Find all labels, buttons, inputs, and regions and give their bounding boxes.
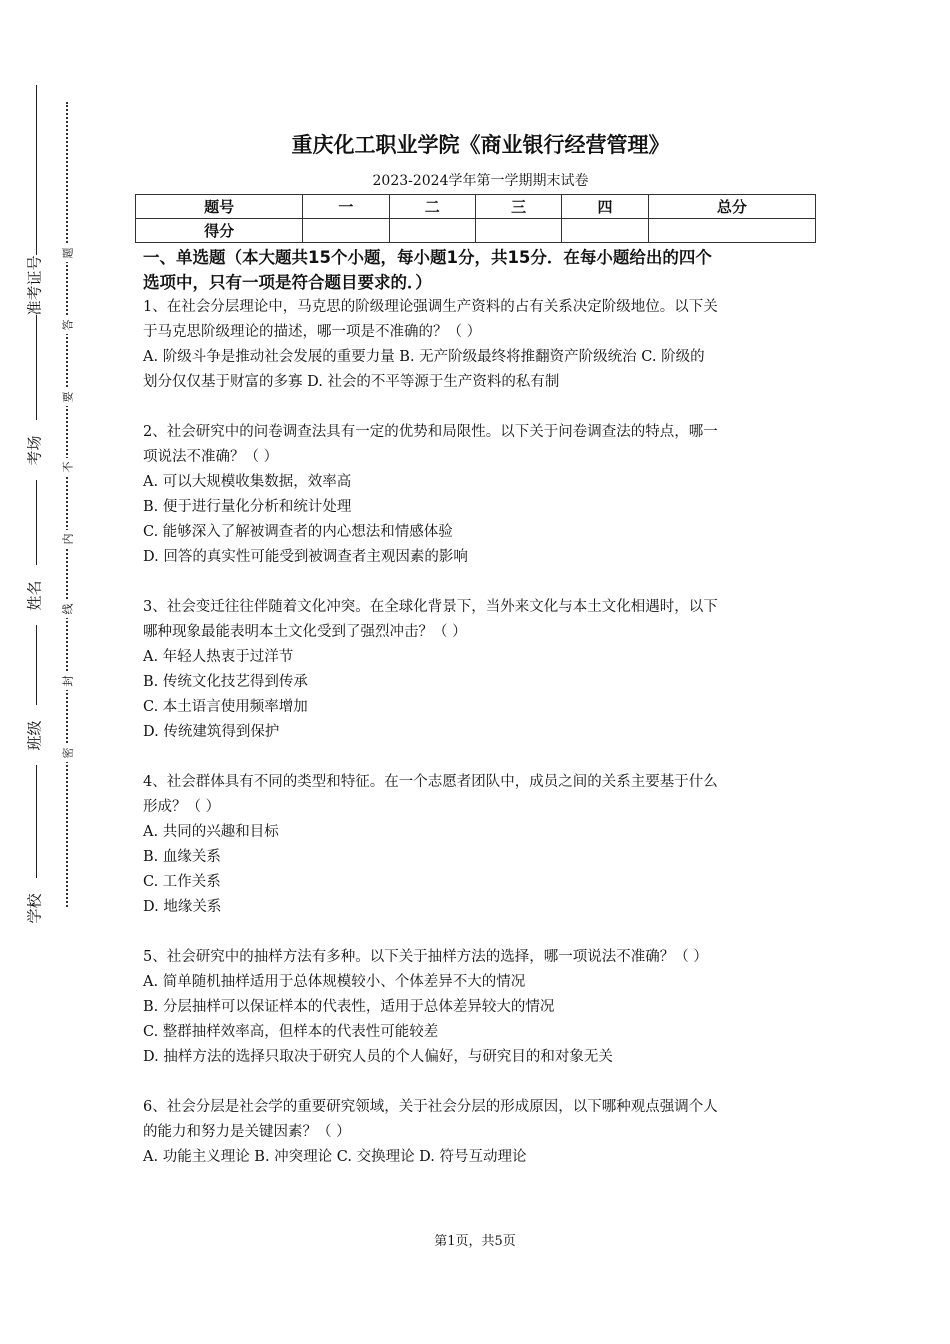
seal-char: 不 xyxy=(58,458,76,476)
question-stem-line: 形成？（ ） xyxy=(143,799,221,815)
question-stem-line: 3、社会变迁往往伴随着文化冲突。在全球化背景下，当外来文化与本土文化相遇时，以下 xyxy=(143,599,718,615)
score-cell-blank xyxy=(303,219,389,243)
seal-char: 题 xyxy=(58,244,76,262)
binding-margin xyxy=(0,0,110,1344)
question-stem-line: 于马克思阶级理论的描述，哪一项是不准确的？（ ） xyxy=(143,324,482,340)
score-cell-blank xyxy=(562,219,648,243)
option-c: C. 整群抽样效率高，但样本的代表性可能较差 xyxy=(143,1024,439,1040)
question-4 xyxy=(143,770,818,920)
score-cell-blank xyxy=(475,219,561,243)
label-name: 姓名 xyxy=(22,565,46,625)
option-a: A. 可以大规模收集数据，效率高 xyxy=(143,474,352,490)
question-5 xyxy=(143,945,818,1070)
question-stem-line: 的能力和努力是关键因素？（ ） xyxy=(143,1124,351,1140)
question-options-line: 划分仅仅基于财富的多寡 D. 社会的不平等源于生产资料的私有制 xyxy=(143,374,560,390)
section-heading-line: 一、单选题（本大题共15个小题，每小题1分，共15分．在每小题给出的四个 xyxy=(143,248,712,267)
question-options-line: A. 功能主义理论 B. 冲突理论 C. 交换理论 D. 符号互动理论 xyxy=(143,1149,527,1165)
option-b: B. 血缘关系 xyxy=(143,849,221,865)
section-heading xyxy=(143,245,818,295)
question-6 xyxy=(143,1095,818,1170)
option-a: A. 年轻人热衷于过洋节 xyxy=(143,649,294,665)
question-3 xyxy=(143,595,818,745)
score-cell: 得分 xyxy=(136,219,303,243)
score-cell: 一 xyxy=(303,195,389,219)
option-c: C. 能够深入了解被调查者的内心想法和情感体验 xyxy=(143,524,453,540)
question-options-line: A. 阶级斗争是推动社会发展的重要力量 B. 无产阶级最终将推翻资产阶级统治 C. 阶级的 xyxy=(143,349,705,365)
seal-char: 封 xyxy=(58,672,76,690)
option-b: B. 传统文化技艺得到传承 xyxy=(143,674,308,690)
score-cell: 四 xyxy=(562,195,648,219)
label-exam-room: 考场 xyxy=(22,420,46,480)
option-d: D. 地缘关系 xyxy=(143,899,222,915)
score-table-score-row xyxy=(136,219,816,243)
question-stem-line: 5、社会研究中的抽样方法有多种。以下关于抽样方法的选择，哪一项说法不准确？（ ） xyxy=(143,949,708,965)
score-cell: 三 xyxy=(475,195,561,219)
seal-char: 答 xyxy=(58,316,76,334)
option-a: A. 共同的兴趣和目标 xyxy=(143,824,279,840)
exam-title: 重庆化工职业学院《商业银行经营管理》 xyxy=(291,133,670,157)
score-cell: 题号 xyxy=(136,195,303,219)
option-b: B. 分层抽样可以保证样本的代表性，适用于总体差异较大的情况 xyxy=(143,999,555,1015)
option-c: C. 本土语言使用频率增加 xyxy=(143,699,308,715)
label-school: 学校 xyxy=(22,878,46,938)
option-d: D. 传统建筑得到保护 xyxy=(143,724,280,740)
question-stem-line: 6、社会分层是社会学的重要研究领域，关于社会分层的形成原因，以下哪种观点强调个人 xyxy=(143,1099,718,1115)
score-cell: 总分 xyxy=(648,195,815,219)
exam-content xyxy=(143,128,818,1170)
option-d: D. 回答的真实性可能受到被调查者主观因素的影响 xyxy=(143,549,468,565)
seal-char: 密 xyxy=(58,744,76,762)
seal-char: 要 xyxy=(58,388,76,406)
seal-char: 线 xyxy=(58,600,76,618)
score-cell-blank xyxy=(389,219,475,243)
section-heading-line: 选项中，只有一项是符合题目要求的．） xyxy=(143,273,432,292)
binding-line xyxy=(36,85,37,925)
question-stem-line: 项说法不准确？（ ） xyxy=(143,449,279,465)
score-cell-blank xyxy=(648,219,815,243)
label-exam-number: 准考证号 xyxy=(22,255,46,315)
question-stem-line: 2、社会研究中的问卷调查法具有一定的优势和局限性。以下关于问卷调查法的特点，哪一 xyxy=(143,424,718,440)
option-c: C. 工作关系 xyxy=(143,874,221,890)
score-table xyxy=(135,194,816,243)
seal-char: 内 xyxy=(58,530,76,548)
question-stem-line: 4、社会群体具有不同的类型和特征。在一个志愿者团队中，成员之间的关系主要基于什么 xyxy=(143,774,718,790)
score-cell: 二 xyxy=(389,195,475,219)
question-1 xyxy=(143,295,818,395)
option-d: D. 抽样方法的选择只取决于研究人员的个人偏好，与研究目的和对象无关 xyxy=(143,1049,613,1065)
score-table-header-row xyxy=(136,195,816,219)
question-stem-line: 1、在社会分层理论中，马克思的阶级理论强调生产资料的占有关系决定阶级地位。以下关 xyxy=(143,299,718,315)
question-2 xyxy=(143,420,818,570)
seal-dotted-line xyxy=(66,102,68,907)
option-a: A. 简单随机抽样适用于总体规模较小、个体差异不大的情况 xyxy=(143,974,526,990)
label-class: 班级 xyxy=(22,705,46,765)
page-footer: 第1页，共5页 xyxy=(434,1234,516,1249)
question-stem-line: 哪种现象最能表明本土文化受到了强烈冲击？（ ） xyxy=(143,624,467,640)
option-b: B. 便于进行量化分析和统计处理 xyxy=(143,499,352,515)
exam-subtitle: 2023-2024学年第一学期期末试卷 xyxy=(372,173,589,189)
